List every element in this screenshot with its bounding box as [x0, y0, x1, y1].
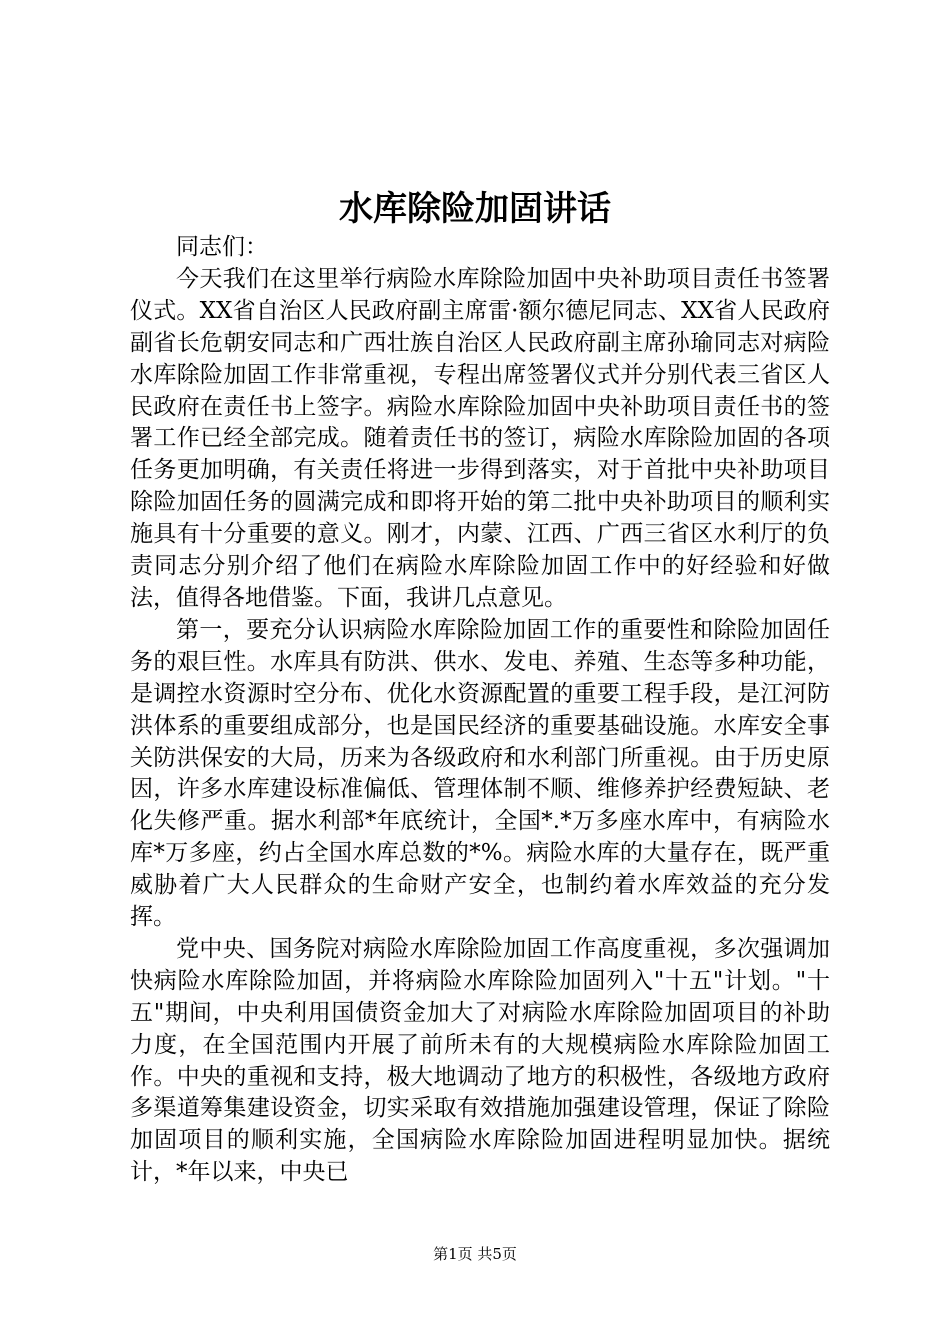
body-paragraph: 今天我们在这里举行病险水库除险加固中央补助项目责任书签署仪式。XX省自治区人民政府副主席雷·额尔德尼同志、XX省人民政府副省长危朝安同志和广西壮族自治区人民政府副主席孙瑜同志对病险水库除险加固工作非常重视，专程出席签署仪式并分别代表三省区人民政府在责任书上签字。病险水库除险加固中央补助项目责任书的签署工作已经全部完成。随着责任书的签订，病险水库除险加固的各项任务更加明确，有关责任将进一步得到落实，对于首批中央补助项目除险加固任务的圆满完成和即将开始的第二批中央补助项目的顺利实施具有十分重要的意义。刚才，内蒙、江西、广西三省区水利厅的负责同志分别介绍了他们在病险水库除险加固工作中的好经验和好做法，值得各地借鉴。下面，我讲几点意见。	[130, 265, 830, 611]
page-footer: 第1页 共5页	[433, 1245, 517, 1263]
document-title: 水库除险加固讲话	[339, 189, 611, 229]
body-paragraph: 党中央、国务院对病险水库除险加固工作高度重视，多次强调加快病险水库除险加固，并将病险水库除险加固列入"十五"计划。"十五"期间，中央利用国债资金加大了对病险水库除险加固项目的补助力度，在全国范围内开展了前所未有的大规模病险水库除险加固工作。中央的重视和支持，极大地调动了地方的积极性，各级地方政府多渠道筹集建设资金，切实采取有效措施加强建设管理，保证了除险加固项目的顺利实施，全国病险水库除险加固进程明显加快。据统计，*年以来，中央已	[130, 935, 830, 1186]
salutation-paragraph: 同志们：	[176, 234, 268, 260]
body-paragraph: 第一，要充分认识病险水库除险加固工作的重要性和除险加固任务的艰巨性。水库具有防洪、供水、发电、养殖、生态等多种功能，是调控水资源时空分布、优化水资源配置的重要工程手段，是江河防洪体系的重要组成部分，也是国民经济的重要基础设施。水库安全事关防洪保安的大局，历来为各级政府和水利部门所重视。由于历史原因，许多水库建设标准偏低、管理体制不顺、维修养护经费短缺、老化失修严重。据水利部*年底统计，全国*.*万多座水库中，有病险水库*万多座，约占全国水库总数的*%。病险水库的大量存在，既严重威胁着广大人民群众的生命财产安全，也制约着水库效益的充分发挥。	[130, 616, 830, 931]
document-body	[130, 232, 830, 1189]
